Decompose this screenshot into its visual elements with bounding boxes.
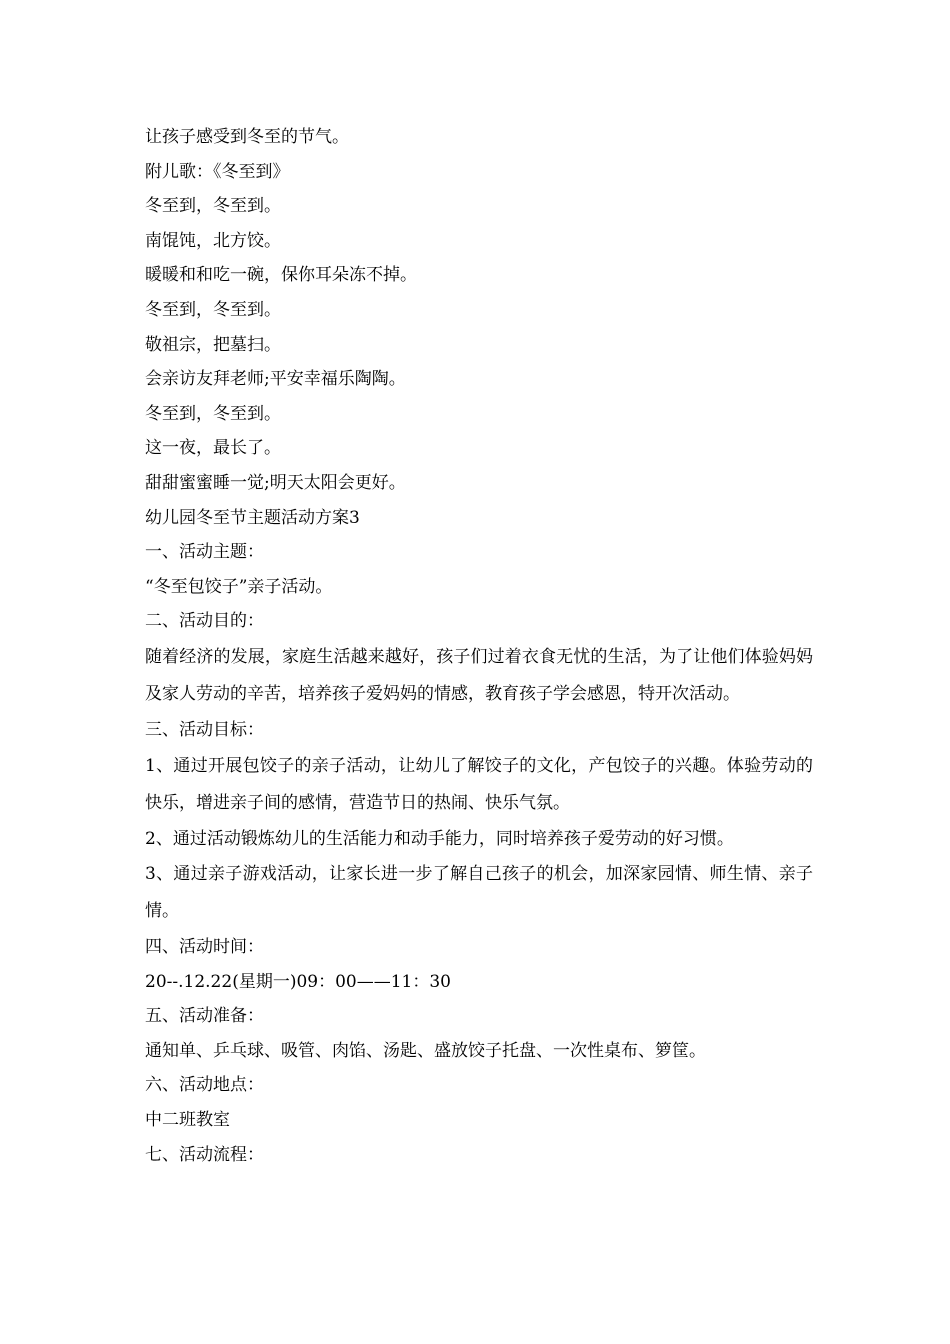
goal-item: 2、通过活动锻炼幼儿的生活能力和动手能力，同时培养孩子爱劳动的好习惯。 (145, 828, 734, 849)
rhyme-line: 这一夜，最长了。 (145, 438, 281, 459)
location-heading: 六、活动地点： (145, 1075, 264, 1096)
rhyme-line: 敬祖宗，把墓扫。 (145, 334, 281, 355)
section-title: 幼儿园冬至节主题活动方案3 (145, 507, 360, 528)
purpose-paragraph: 随着经济的发展，家庭生活越来越好，孩子们过着衣食无忧的生活，为了让他们体验妈妈及家人劳动的辛苦，培养孩子爱妈妈的情感，教育孩子学会感恩，特开次活动。 (145, 646, 813, 704)
process-heading: 七、活动流程： (145, 1144, 264, 1165)
nursery-rhyme-title: 附儿歌：《冬至到》 (145, 161, 290, 182)
time-value: 20--.12.22(星期一)09：00——11：30 (145, 971, 451, 992)
rhyme-line: 冬至到，冬至到。 (145, 196, 281, 217)
rhyme-line: 南馄饨，北方饺。 (145, 230, 281, 251)
rhyme-line: 会亲访友拜老师;平安幸福乐陶陶。 (145, 369, 406, 390)
location-value: 中二班教室 (145, 1110, 230, 1131)
preparation-value: 通知单、乒乓球、吸管、肉馅、汤匙、盛放饺子托盘、一次性桌布、箩筐。 (145, 1040, 706, 1061)
text-line: 让孩子感受到冬至的节气。 (145, 127, 349, 147)
time-heading: 四、活动时间： (145, 937, 264, 958)
document-body (145, 120, 813, 1172)
preparation-heading: 五、活动准备： (145, 1006, 264, 1027)
purpose-heading: 二、活动目的： (145, 611, 264, 632)
theme-value: “冬至包饺子”亲子活动。 (145, 576, 333, 597)
goal-item: 1、通过开展包饺子的亲子活动，让幼儿了解饺子的文化，产包饺子的兴趣。体验劳动的快乐，增进亲子间的感情，营造节日的热闹、快乐气氛。 (145, 755, 813, 813)
rhyme-line: 冬至到，冬至到。 (145, 403, 281, 424)
rhyme-line: 甜甜蜜蜜睡一觉;明天太阳会更好。 (145, 472, 406, 493)
goals-heading: 三、活动目标： (145, 719, 264, 740)
theme-heading: 一、活动主题： (145, 542, 264, 563)
rhyme-line: 冬至到，冬至到。 (145, 299, 281, 320)
rhyme-line: 暖暖和和吃一碗，保你耳朵冻不掉。 (145, 265, 417, 286)
goal-item: 3、通过亲子游戏活动，让家长进一步了解自己孩子的机会，加深家园情、师生情、亲子情。 (145, 864, 813, 922)
